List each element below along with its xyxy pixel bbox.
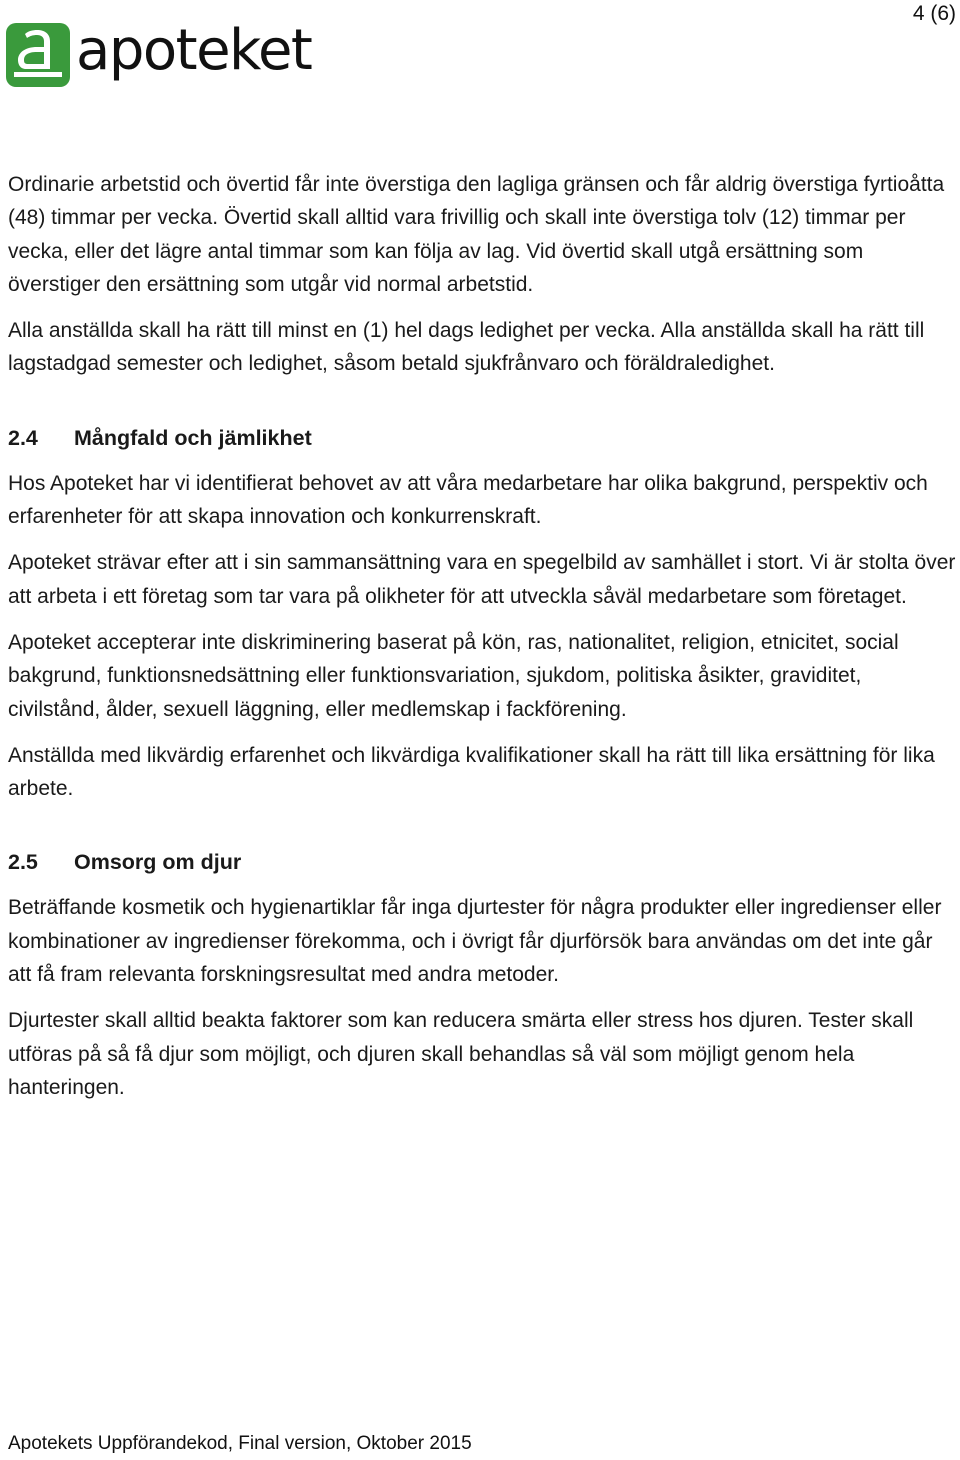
apoteket-logo [6,20,311,90]
section-heading-2-5 [8,846,958,878]
section-heading-2-4 [8,422,958,454]
paragraph-working-hours: Ordinarie arbetstid och övertid får inte överstiga den lagliga gränsen och får aldrig överstiga fyrtioåtta (48) timmar per vecka. Övertid skall alltid vara frivillig och skall inte överstiga tolv (12) timmar per vecka, eller det lägre antal timmar som kan följa av lag. Vid övertid skall utgå ersättning som överstiger den ersättning som utgår vid normal arbetstid. [8,173,945,296]
section-number: 2.4 [8,425,38,450]
page-number: 4 (6) [912,2,956,25]
paragraph-diversity-3: Apoteket accepterar inte diskriminering baserat på kön, ras, nationalitet, religion, etnicitet, social bakgrund, funktionsnedsättning eller funktionsvariation, sjukdom, politiska åsikter, graviditet, civilstånd, ålder, sexuell läggning, eller medlemskap i fackförening. [8,630,899,721]
paragraph-diversity-2: Apoteket strävar efter att i sin sammansättning vara en spegelbild av samhället i stort. Vi är stolta över att arbeta i ett företag som tar vara på olikheter för att utveckla såväl medarbetare som företaget. [8,551,956,608]
paragraph-diversity-4: Anställda med likvärdig erfarenhet och likvärdiga kvalifikationer skall ha rätt till lika ersättning för lika arbete. [8,743,935,801]
paragraph-diversity-1: Hos Apoteket har vi identifierat behovet av att våra medarbetare har olika bakgrund, perspektiv och erfarenheter för att skapa innovation och konkurrenskraft. [8,471,928,529]
paragraph-animals-2: Djurtester skall alltid beakta faktorer som kan reducera smärta eller stress hos djuren. Tester skall utföras på så få djur som möjligt, och djuren skall behandlas så väl som möjligt genom hela hanteringen. [8,1009,914,1099]
document-body [8,168,958,1104]
section-title: Omsorg om djur [74,850,242,875]
footer-text: Apotekets Uppförandekod, Final version, Oktober 2015 [8,1433,472,1454]
paragraph-leave: Alla anställda skall ha rätt till minst en (1) hel dags ledighet per vecka. Alla anställda skall ha rätt till lagstadgad semester och ledighet, såsom betald sjukfrånvaro och föräldraledighet. [8,319,925,376]
paragraph-animals-1: Beträffande kosmetik och hygienartiklar får inga djurtester för några produkter eller ingredienser eller kombinationer av ingredienser förekomma, och i övrigt får djurförsök bara användas om det inte går att få fram relevanta forskningsresultat med andra metoder. [8,896,942,987]
section-number: 2.5 [8,850,38,875]
logo-wordmark: apoteket [76,18,312,83]
apoteket-logo-icon [6,23,70,87]
section-title: Mångfald och jämlikhet [74,425,312,450]
